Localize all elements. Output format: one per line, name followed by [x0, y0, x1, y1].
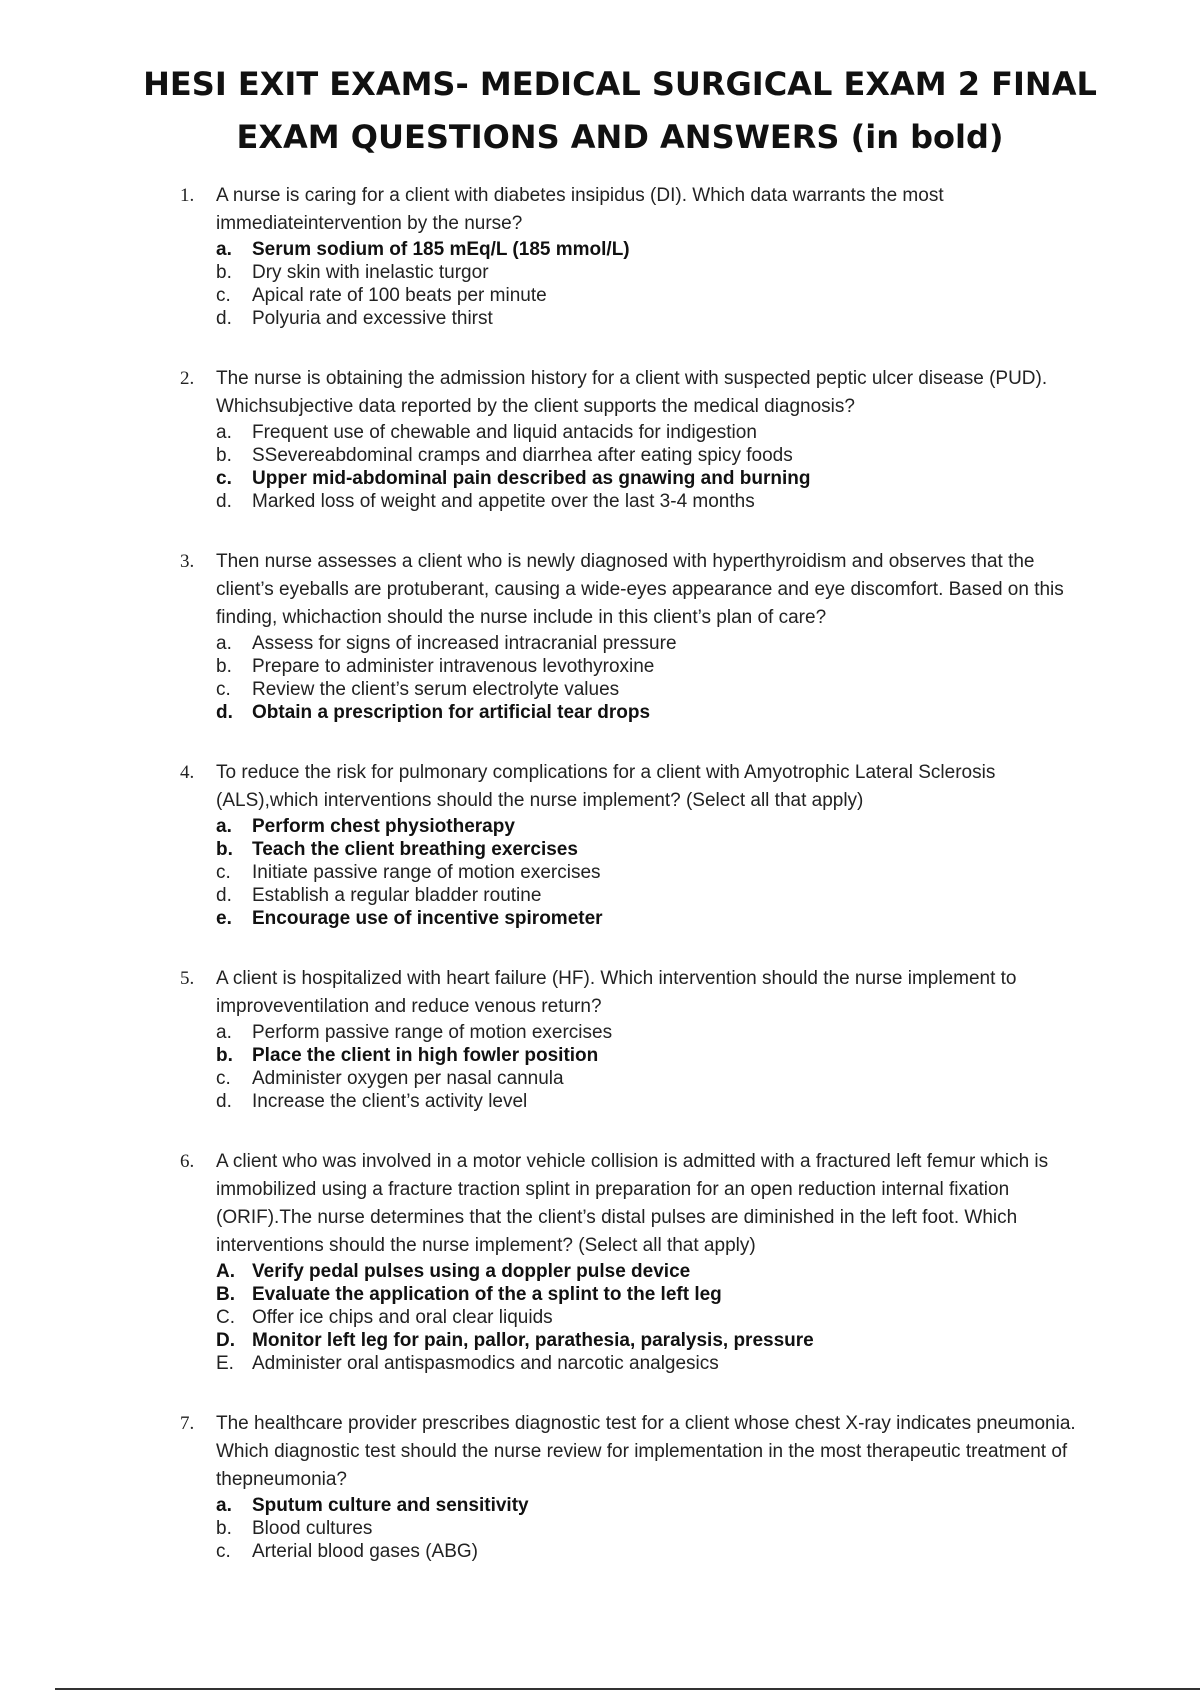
answer-options	[216, 238, 1080, 330]
option-letter: c.	[216, 468, 232, 489]
option-letter: b.	[216, 445, 232, 466]
answer-option	[216, 815, 1080, 838]
answer-option	[216, 701, 1080, 724]
option-letter: e.	[216, 908, 232, 929]
option-letter: d.	[216, 1091, 232, 1112]
question-stem: A client who was involved in a motor vehicle collision is admitted with a fractured left femur which is immobilized using a fracture traction splint in preparation for an open reduction internal fixation (ORIF).The nurse determines that the client’s distal pulses are diminished in the left foot. Which interventions should the nurse implement? (Select all that apply)	[216, 1151, 1049, 1256]
option-letter: a.	[216, 633, 232, 654]
option-text: Sputum culture and sensitivity	[252, 1495, 529, 1516]
option-text: Apical rate of 100 beats per minute	[252, 285, 547, 306]
answer-options	[216, 1494, 1080, 1563]
option-letter: c.	[216, 679, 231, 700]
question-stem: Then nurse assesses a client who is newly diagnosed with hyperthyroidism and observes that the client’s eyeballs are protuberant, causing a wide-eyes appearance and eye discomfort. Based on this finding, whichaction should the nurse include in this client’s plan of care?	[216, 551, 1064, 628]
answer-options	[216, 815, 1080, 930]
answer-option	[216, 1283, 1080, 1306]
option-letter: a.	[216, 1022, 232, 1043]
question-stem: The healthcare provider prescribes diagnostic test for a client whose chest X-ray indicates pneumonia. Which diagnostic test should the nurse review for implementation in the most therapeutic treatment of thepneumonia?	[216, 1413, 1076, 1490]
option-text: Establish a regular bladder routine	[252, 885, 542, 906]
option-text: Review the client’s serum electrolyte values	[252, 679, 620, 700]
question-number: 6.	[180, 1151, 195, 1172]
answer-option	[216, 1540, 1080, 1563]
option-letter: A.	[216, 1261, 235, 1282]
option-text: Serum sodium of 185 mEq/L (185 mmol/L)	[252, 239, 630, 260]
question-1	[180, 182, 1080, 330]
answer-option	[216, 1090, 1080, 1113]
question-6	[180, 1148, 1080, 1375]
answer-option	[216, 1329, 1080, 1352]
option-text: Marked loss of weight and appetite over the last 3-4 months	[252, 491, 755, 512]
answer-option	[216, 261, 1080, 284]
question-number: 5.	[180, 968, 195, 989]
option-letter: c.	[216, 1541, 231, 1562]
option-text: Teach the client breathing exercises	[252, 839, 578, 860]
question-7	[180, 1410, 1080, 1563]
answer-option	[216, 1494, 1080, 1517]
option-text: Perform passive range of motion exercises	[252, 1022, 613, 1043]
answer-option	[216, 655, 1080, 678]
answer-options	[216, 1021, 1080, 1113]
option-letter: c.	[216, 285, 231, 306]
question-stem: A client is hospitalized with heart failure (HF). Which intervention should the nurse implement to improveventilation and reduce venous return?	[216, 968, 1017, 1017]
question-stem: To reduce the risk for pulmonary complications for a client with Amyotrophic Lateral Sclerosis (ALS),which interventions should the nurse implement? (Select all that apply)	[216, 762, 996, 811]
question-stem: The nurse is obtaining the admission history for a client with suspected peptic ulcer disease (PUD). Whichsubjective data reported by the client supports the medical diagnosis?	[216, 368, 1048, 417]
option-text: Encourage use of incentive spirometer	[252, 908, 603, 929]
option-text: Administer oxygen per nasal cannula	[252, 1068, 564, 1089]
option-text: Polyuria and excessive thirst	[252, 308, 493, 329]
option-letter: b.	[216, 1045, 233, 1066]
question-3	[180, 548, 1080, 724]
answer-option	[216, 1306, 1080, 1329]
answer-option	[216, 284, 1080, 307]
answer-option	[216, 1260, 1080, 1283]
answer-option	[216, 1044, 1080, 1067]
option-text: Administer oral antispasmodics and narcotic analgesics	[252, 1353, 719, 1374]
question-stem: A nurse is caring for a client with diabetes insipidus (DI). Which data warrants the most immediateintervention by the nurse?	[216, 185, 944, 234]
option-letter: b.	[216, 839, 233, 860]
question-5	[180, 965, 1080, 1113]
option-text: Dry skin with inelastic turgor	[252, 262, 489, 283]
question-number: 1.	[180, 185, 195, 206]
answer-option	[216, 838, 1080, 861]
option-text: Frequent use of chewable and liquid antacids for indigestion	[252, 422, 757, 443]
question-number: 4.	[180, 762, 195, 783]
answer-option	[216, 907, 1080, 930]
answer-option	[216, 678, 1080, 701]
answer-option	[216, 307, 1080, 330]
question-number: 2.	[180, 368, 195, 389]
answer-options	[216, 632, 1080, 724]
option-text: Obtain a prescription for artificial tear drops	[252, 702, 651, 723]
option-letter: c.	[216, 862, 231, 883]
answer-option	[216, 1067, 1080, 1090]
option-text: Increase the client’s activity level	[252, 1091, 528, 1112]
option-letter: d.	[216, 308, 232, 329]
option-letter: B.	[216, 1284, 235, 1305]
option-text: Upper mid-abdominal pain described as gnawing and burning	[252, 468, 811, 489]
option-letter: a.	[216, 816, 232, 837]
option-letter: d.	[216, 702, 233, 723]
option-letter: a.	[216, 239, 232, 260]
option-text: Prepare to administer intravenous levothyroxine	[252, 656, 655, 677]
option-letter: b.	[216, 262, 232, 283]
option-letter: d.	[216, 885, 232, 906]
answer-option	[216, 421, 1080, 444]
option-letter: d.	[216, 491, 232, 512]
answer-option	[216, 861, 1080, 884]
question-number: 3.	[180, 551, 195, 572]
answer-option	[216, 1352, 1080, 1375]
answer-option	[216, 1021, 1080, 1044]
option-letter: a.	[216, 422, 232, 443]
option-text: Initiate passive range of motion exercises	[252, 862, 601, 883]
option-letter: b.	[216, 656, 232, 677]
option-letter: a.	[216, 1495, 232, 1516]
option-letter: D.	[216, 1330, 235, 1351]
question-4	[180, 759, 1080, 930]
option-text: Place the client in high fowler position	[252, 1045, 599, 1066]
answer-option	[216, 467, 1080, 490]
option-letter: c.	[216, 1068, 231, 1089]
answer-option	[216, 444, 1080, 467]
option-text: Perform chest physiotherapy	[252, 816, 515, 837]
answer-option	[216, 1517, 1080, 1540]
question-list	[180, 182, 1080, 1598]
answer-option	[216, 884, 1080, 907]
answer-option	[216, 238, 1080, 261]
option-text: Assess for signs of increased intracranial pressure	[252, 633, 677, 654]
answer-options	[216, 421, 1080, 513]
option-text: Verify pedal pulses using a doppler pulse device	[252, 1261, 691, 1282]
option-text: SSevereabdominal cramps and diarrhea after eating spicy foods	[252, 445, 793, 466]
answer-options	[216, 1260, 1080, 1375]
option-letter: b.	[216, 1518, 232, 1539]
option-text: Offer ice chips and oral clear liquids	[252, 1307, 553, 1328]
question-2	[180, 365, 1080, 513]
answer-option	[216, 490, 1080, 513]
option-text: Blood cultures	[252, 1518, 373, 1539]
option-letter: C.	[216, 1307, 235, 1328]
question-number: 7.	[180, 1413, 195, 1434]
option-text: Arterial blood gases (ABG)	[252, 1541, 478, 1562]
document-title: HESI EXIT EXAMS- MEDICAL SURGICAL EXAM 2 FINAL EXAM QUESTIONS AND ANSWERS (in bold)	[143, 65, 1097, 156]
option-text: Monitor left leg for pain, pallor, parathesia, paralysis, pressure	[252, 1330, 814, 1351]
answer-option	[216, 632, 1080, 655]
option-letter: E.	[216, 1353, 234, 1374]
option-text: Evaluate the application of the a splint to the left leg	[252, 1284, 722, 1305]
footer-divider	[55, 1688, 1200, 1690]
